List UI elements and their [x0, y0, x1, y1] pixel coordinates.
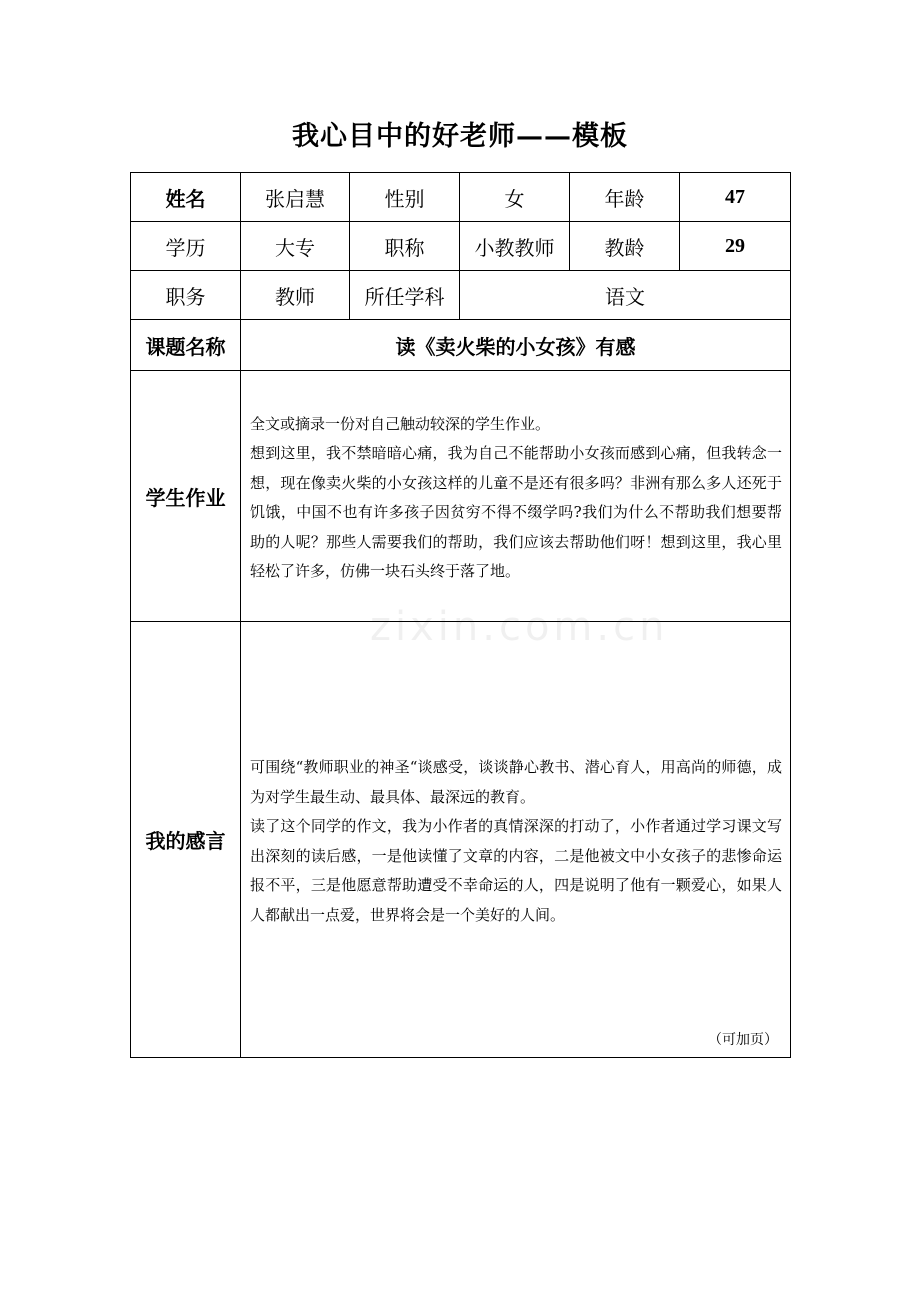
- homework-prompt: 全文或摘录一份对自己触动较深的学生作业。: [250, 414, 551, 433]
- gender-label: 性别: [350, 173, 460, 222]
- table-row: [131, 371, 791, 622]
- homework-cell: [241, 371, 791, 622]
- topic-value: 读《卖火柴的小女孩》有感: [241, 320, 791, 371]
- position-label: 职务: [131, 271, 241, 320]
- table-row: [131, 173, 791, 222]
- name-label: 姓名: [131, 173, 241, 222]
- age-label: 年龄: [570, 173, 680, 222]
- subject-label: 所任学科: [350, 271, 460, 320]
- table-row: [131, 222, 791, 271]
- reflection-label: 我的感言: [131, 622, 241, 1058]
- homework-label: 学生作业: [131, 371, 241, 622]
- reflection-cell: [241, 622, 791, 1058]
- table-row: [131, 622, 791, 1058]
- homework-text: 想到这里，我不禁暗暗心痛，我为自己不能帮助小女孩而感到心痛，但我转念一想，现在像卖火柴的小女孩这样的儿童不是还有很多吗？非洲有那么多人还死于饥饿，中国不也有许多孩子因贫穷不得不缀学吗?我们为什么不帮助我们想要帮助的人呢？那些人需要我们的帮助，我们应该去帮助他们呀！想到这里，我心里轻松了许多，仿佛一块石头终于落了地。: [250, 444, 782, 580]
- gender-value: 女: [460, 173, 570, 222]
- table-row: [131, 271, 791, 320]
- age-value: 47: [680, 173, 791, 222]
- position-value: 教师: [241, 271, 350, 320]
- teacher-form-table: [130, 172, 791, 1058]
- teaching-years-value: 29: [680, 222, 791, 271]
- teaching-years-label: 教龄: [570, 222, 680, 271]
- education-value: 大专: [241, 222, 350, 271]
- watermark: zixin.com.cn: [370, 604, 669, 650]
- topic-label: 课题名称: [131, 320, 241, 371]
- reflection-prompt: 可围绕“教师职业的神圣“谈感受，谈谈静心教书、潜心育人，用高尚的师德，成为对学生最生动、最具体、最深远的教育。: [250, 758, 782, 806]
- add-page-note: （可加页）: [708, 1032, 778, 1048]
- reflection-text: 读了这个同学的作文，我为小作者的真情深深的打动了，小作者通过学习课文写出深刻的读后感，一是他读懂了文章的内容，二是他被文中小女孩子的悲惨命运报不平，三是他愿意帮助遭受不幸命运的人，四是说明了他有一颗爱心，如果人人都献出一点爱，世界将会是一个美好的人间。: [250, 817, 782, 924]
- education-label: 学历: [131, 222, 241, 271]
- table-row: [131, 320, 791, 371]
- title-label: 职称: [350, 222, 460, 271]
- title-value: 小教教师: [460, 222, 570, 271]
- name-value: 张启慧: [241, 173, 350, 222]
- page-title: 我心目中的好老师——模板: [292, 121, 628, 152]
- subject-value: 语文: [460, 271, 791, 320]
